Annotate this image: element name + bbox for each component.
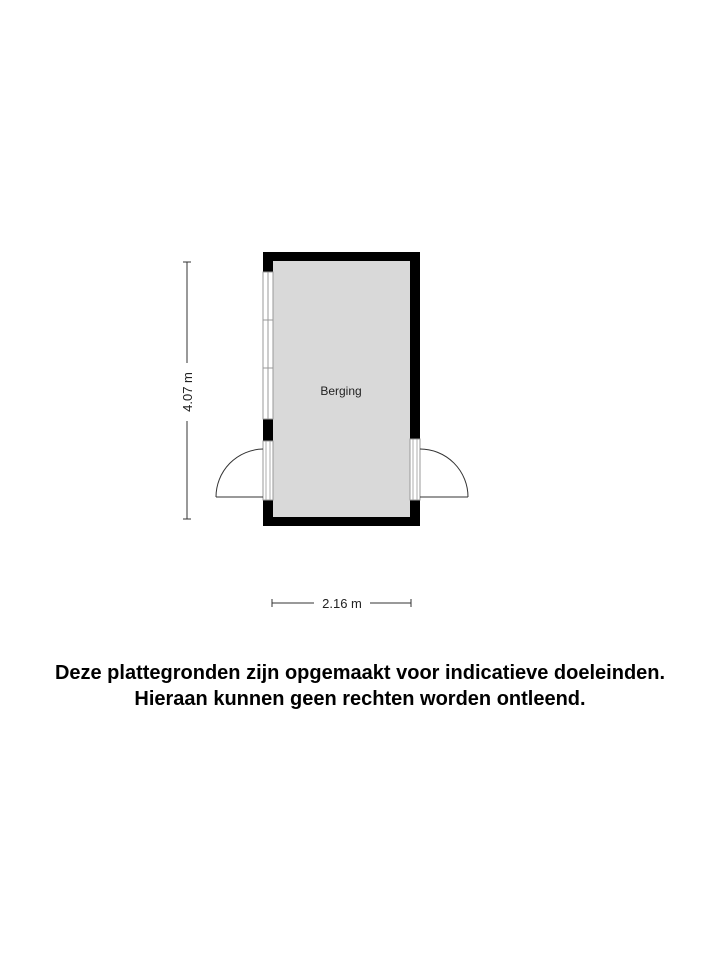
dimension-width-label: 2.16 m bbox=[322, 596, 362, 611]
wall-left-bottom bbox=[263, 500, 273, 526]
wall-top bbox=[263, 252, 420, 261]
dimension-width bbox=[272, 595, 411, 611]
disclaimer-line-1: Deze plattegronden zijn opgemaakt voor indicatieve doeleinden. bbox=[54, 662, 666, 684]
wall-left-mid bbox=[263, 419, 273, 441]
window-left bbox=[263, 272, 273, 419]
wall-right-lower bbox=[410, 500, 420, 526]
room-label: Berging bbox=[320, 384, 362, 398]
wall-left-top bbox=[263, 252, 273, 272]
door-right bbox=[410, 439, 468, 500]
wall-bottom bbox=[263, 517, 420, 526]
wall-right-upper bbox=[410, 252, 420, 439]
disclaimer-line-2: Hieraan kunnen geen rechten worden ontleend. bbox=[134, 688, 586, 710]
dimension-height bbox=[180, 262, 195, 519]
dimension-height-label: 4.07 m bbox=[180, 372, 195, 412]
door-left bbox=[216, 441, 273, 500]
